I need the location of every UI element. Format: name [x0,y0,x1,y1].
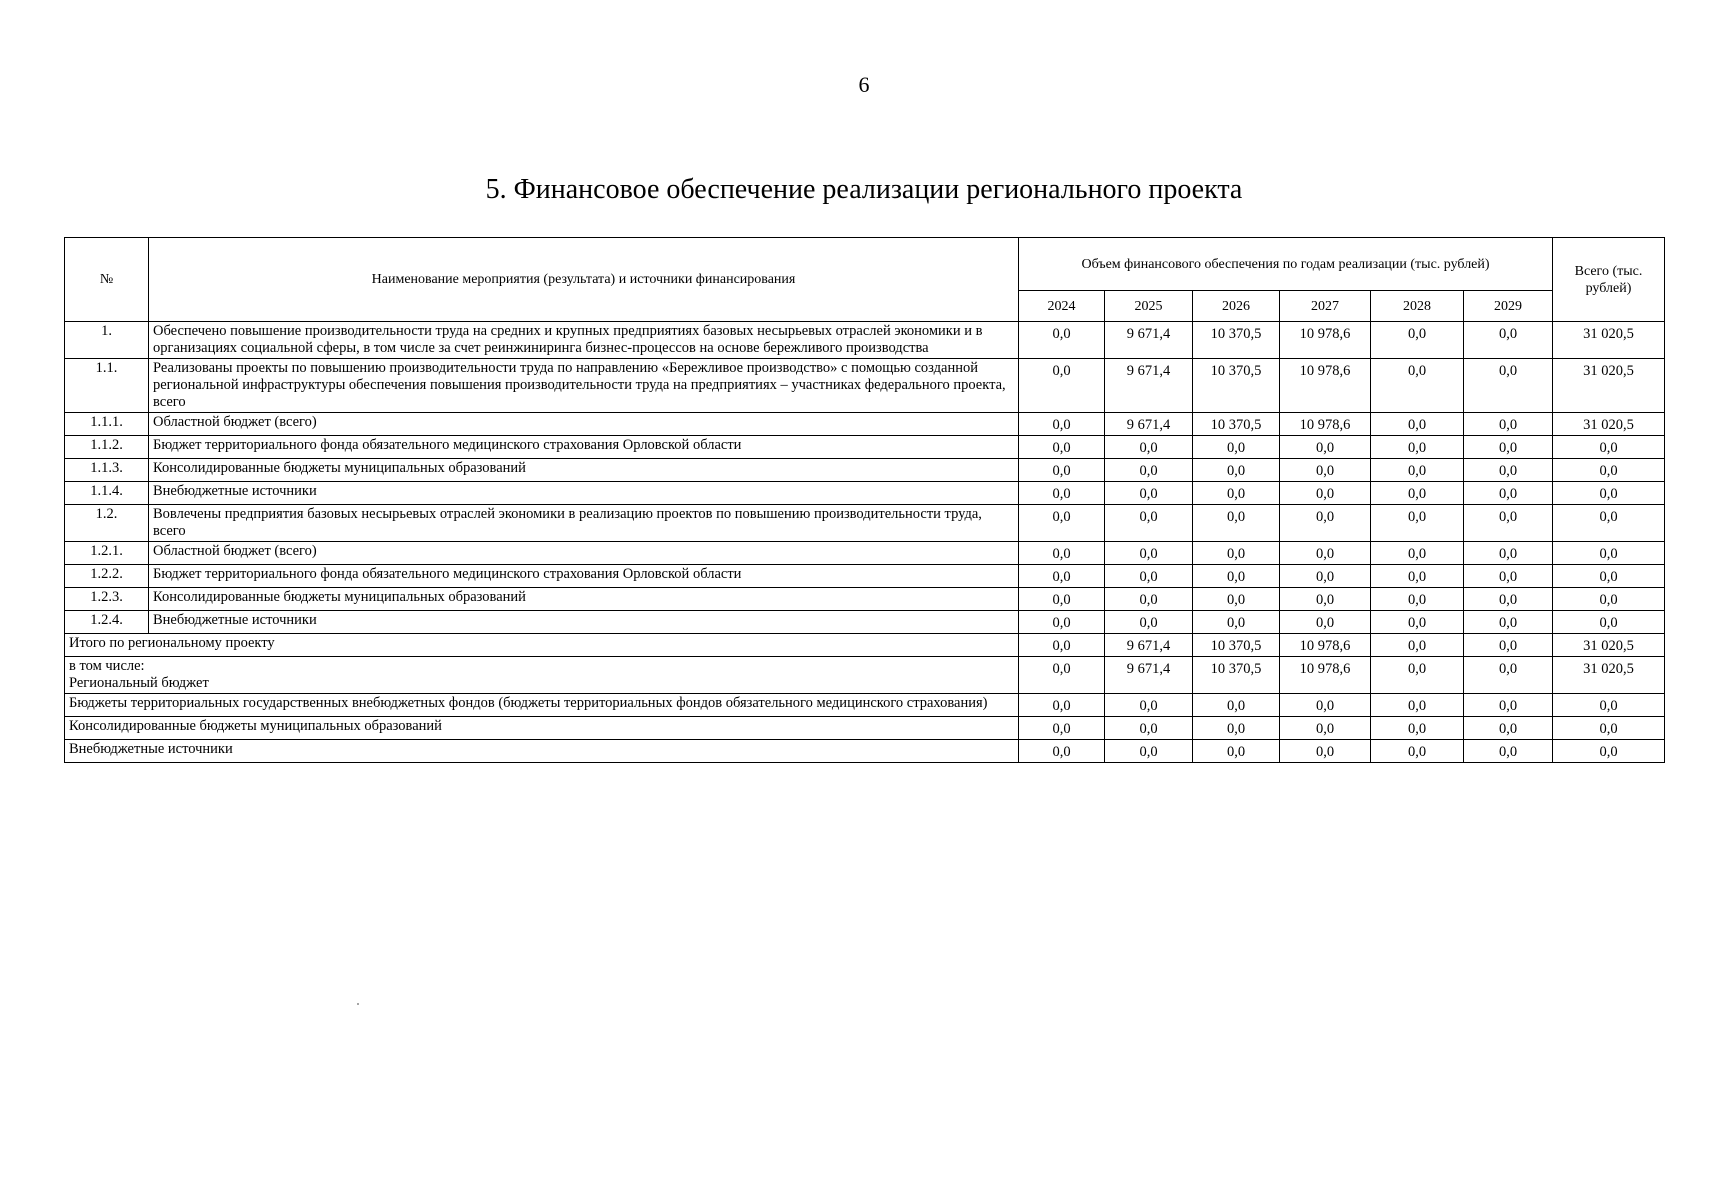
section-title: 5. Финансовое обеспечение реализации регионального проекта [485,174,1243,205]
row-value: 0,0 [1019,459,1105,482]
summary-row [65,634,1665,657]
summary-total: 0,0 [1553,694,1665,717]
summary-value: 0,0 [1019,694,1105,717]
row-total: 31 020,5 [1553,322,1665,359]
table-row [65,565,1665,588]
row-total: 31 020,5 [1553,413,1665,436]
row-value: 0,0 [1019,565,1105,588]
row-value: 0,0 [1019,505,1105,542]
header-year: 2026 [1193,291,1280,322]
summary-value: 0,0 [1371,694,1464,717]
row-value: 0,0 [1464,588,1553,611]
row-number: 1.1. [65,359,149,413]
summary-name: Итого по региональному проекту [65,634,1019,657]
row-total: 0,0 [1553,588,1665,611]
table-row [65,436,1665,459]
row-value: 0,0 [1019,542,1105,565]
summary-value: 0,0 [1464,694,1553,717]
row-value: 0,0 [1371,565,1464,588]
summary-value: 0,0 [1019,634,1105,657]
header-year: 2024 [1019,291,1105,322]
row-value: 0,0 [1105,459,1193,482]
row-value: 0,0 [1105,588,1193,611]
row-value: 0,0 [1019,588,1105,611]
header-volume: Объем финансового обеспечения по годам реализации (тыс. рублей) [1019,238,1553,291]
row-value: 10 370,5 [1193,359,1280,413]
summary-value: 0,0 [1105,740,1193,763]
row-value: 0,0 [1193,542,1280,565]
summary-name: Консолидированные бюджеты муниципальных образований [65,717,1019,740]
row-value: 0,0 [1280,505,1371,542]
summary-value: 10 978,6 [1280,634,1371,657]
row-number: 1.2. [65,505,149,542]
summary-row [65,657,1665,694]
row-value: 0,0 [1371,359,1464,413]
page-number: 6 [858,72,870,97]
summary-value: 0,0 [1019,740,1105,763]
row-value: 0,0 [1464,482,1553,505]
row-name: Областной бюджет (всего) [149,542,1019,565]
row-value: 0,0 [1464,459,1553,482]
summary-value: 0,0 [1371,634,1464,657]
row-number: 1.1.3. [65,459,149,482]
row-value: 0,0 [1280,482,1371,505]
row-value: 0,0 [1371,436,1464,459]
summary-value: 10 370,5 [1193,634,1280,657]
summary-total: 31 020,5 [1553,657,1665,694]
table-row [65,542,1665,565]
row-number: 1.2.1. [65,542,149,565]
row-number: 1.2.4. [65,611,149,634]
row-value: 0,0 [1464,413,1553,436]
row-value: 0,0 [1105,436,1193,459]
row-value: 0,0 [1019,611,1105,634]
table-row [65,505,1665,542]
row-value: 0,0 [1371,322,1464,359]
row-value: 0,0 [1193,588,1280,611]
row-value: 0,0 [1280,588,1371,611]
row-name: Реализованы проекты по повышению производительности труда по направлению «Бережливое производство» с помощью созданной региональной инфраструктуры обеспечения повышения производительности труда на предприятиях – участниках федерального проекта, всего [149,359,1019,413]
row-value: 0,0 [1464,436,1553,459]
row-name: Вовлечены предприятия базовых несырьевых отраслей экономики в реализацию проектов по повышению производительности труда, всего [149,505,1019,542]
summary-value: 0,0 [1464,657,1553,694]
row-value: 9 671,4 [1105,413,1193,436]
row-number: 1.1.4. [65,482,149,505]
summary-total: 0,0 [1553,717,1665,740]
row-value: 10 978,6 [1280,413,1371,436]
row-value: 0,0 [1193,459,1280,482]
row-value: 0,0 [1193,611,1280,634]
row-value: 0,0 [1371,459,1464,482]
summary-value: 9 671,4 [1105,634,1193,657]
table-row [65,611,1665,634]
table-row [65,322,1665,359]
row-name: Обеспечено повышение производительности труда на средних и крупных предприятиях базовых несырьевых отраслей экономики и в организациях социальной сферы, в том числе за счет реинжиниринга бизнес-процессов на основе бережливого производства [149,322,1019,359]
row-number: 1.2.2. [65,565,149,588]
row-value: 10 978,6 [1280,322,1371,359]
row-value: 0,0 [1105,505,1193,542]
summary-name: Бюджеты территориальных государственных внебюджетных фондов (бюджеты территориальных фондов обязательного медицинского страхования) [65,694,1019,717]
financing-table [64,237,1665,763]
row-value: 0,0 [1280,611,1371,634]
row-value: 0,0 [1280,542,1371,565]
row-total: 0,0 [1553,542,1665,565]
summary-value: 0,0 [1464,740,1553,763]
row-name: Консолидированные бюджеты муниципальных образований [149,459,1019,482]
row-total: 0,0 [1553,505,1665,542]
scan-speck [357,1003,359,1005]
row-name: Бюджет территориального фонда обязательного медицинского страхования Орловской области [149,436,1019,459]
row-total: 31 020,5 [1553,359,1665,413]
summary-value: 0,0 [1105,694,1193,717]
summary-value: 9 671,4 [1105,657,1193,694]
row-name: Внебюджетные источники [149,482,1019,505]
table-body [65,322,1665,763]
row-value: 0,0 [1019,359,1105,413]
summary-value: 0,0 [1280,740,1371,763]
header-year: 2025 [1105,291,1193,322]
row-value: 0,0 [1193,505,1280,542]
summary-row [65,717,1665,740]
header-number: № [65,238,149,322]
summary-value: 10 978,6 [1280,657,1371,694]
row-value: 0,0 [1280,565,1371,588]
row-total: 0,0 [1553,565,1665,588]
summary-total: 31 020,5 [1553,634,1665,657]
row-value: 0,0 [1464,505,1553,542]
summary-value: 0,0 [1371,717,1464,740]
row-value: 0,0 [1464,359,1553,413]
header-name: Наименование мероприятия (результата) и источники финансирования [149,238,1019,322]
summary-value: 0,0 [1193,717,1280,740]
row-value: 0,0 [1193,565,1280,588]
row-total: 0,0 [1553,459,1665,482]
row-value: 0,0 [1019,322,1105,359]
table-header [65,238,1665,322]
row-value: 0,0 [1280,436,1371,459]
row-value: 0,0 [1464,565,1553,588]
row-value: 0,0 [1105,542,1193,565]
table-row [65,588,1665,611]
summary-value: 0,0 [1464,634,1553,657]
summary-value: 0,0 [1371,657,1464,694]
row-name: Консолидированные бюджеты муниципальных образований [149,588,1019,611]
row-total: 0,0 [1553,436,1665,459]
row-value: 0,0 [1019,436,1105,459]
row-value: 0,0 [1371,413,1464,436]
row-total: 0,0 [1553,611,1665,634]
summary-value: 0,0 [1464,717,1553,740]
summary-row [65,740,1665,763]
summary-row [65,694,1665,717]
row-name: Областной бюджет (всего) [149,413,1019,436]
header-total: Всего (тыс. рублей) [1553,238,1665,322]
row-value: 10 370,5 [1193,322,1280,359]
row-value: 10 978,6 [1280,359,1371,413]
summary-value: 0,0 [1371,740,1464,763]
row-value: 0,0 [1105,482,1193,505]
row-value: 10 370,5 [1193,413,1280,436]
summary-value: 0,0 [1105,717,1193,740]
row-number: 1.1.1. [65,413,149,436]
header-year: 2029 [1464,291,1553,322]
row-value: 0,0 [1019,413,1105,436]
summary-value: 0,0 [1019,657,1105,694]
summary-value: 0,0 [1280,717,1371,740]
row-value: 0,0 [1464,322,1553,359]
table-row [65,459,1665,482]
row-name: Внебюджетные источники [149,611,1019,634]
summary-total: 0,0 [1553,740,1665,763]
row-value: 0,0 [1371,482,1464,505]
table-row [65,359,1665,413]
table-row [65,482,1665,505]
row-value: 9 671,4 [1105,322,1193,359]
row-number: 1. [65,322,149,359]
summary-name: в том числе: Региональный бюджет [65,657,1019,694]
row-value: 0,0 [1464,611,1553,634]
summary-value: 0,0 [1193,694,1280,717]
row-name: Бюджет территориального фонда обязательного медицинского страхования Орловской области [149,565,1019,588]
row-number: 1.2.3. [65,588,149,611]
row-value: 0,0 [1371,542,1464,565]
summary-value: 10 370,5 [1193,657,1280,694]
row-value: 0,0 [1371,588,1464,611]
row-value: 0,0 [1193,482,1280,505]
table-row [65,413,1665,436]
row-value: 0,0 [1464,542,1553,565]
row-number: 1.1.2. [65,436,149,459]
header-year: 2027 [1280,291,1371,322]
summary-value: 0,0 [1019,717,1105,740]
row-value: 0,0 [1193,436,1280,459]
header-year: 2028 [1371,291,1464,322]
summary-name: Внебюджетные источники [65,740,1019,763]
row-value: 0,0 [1105,565,1193,588]
summary-value: 0,0 [1280,694,1371,717]
row-value: 0,0 [1105,611,1193,634]
row-value: 0,0 [1019,482,1105,505]
row-value: 0,0 [1371,611,1464,634]
row-value: 0,0 [1280,459,1371,482]
summary-value: 0,0 [1193,740,1280,763]
row-total: 0,0 [1553,482,1665,505]
row-value: 0,0 [1371,505,1464,542]
row-value: 9 671,4 [1105,359,1193,413]
